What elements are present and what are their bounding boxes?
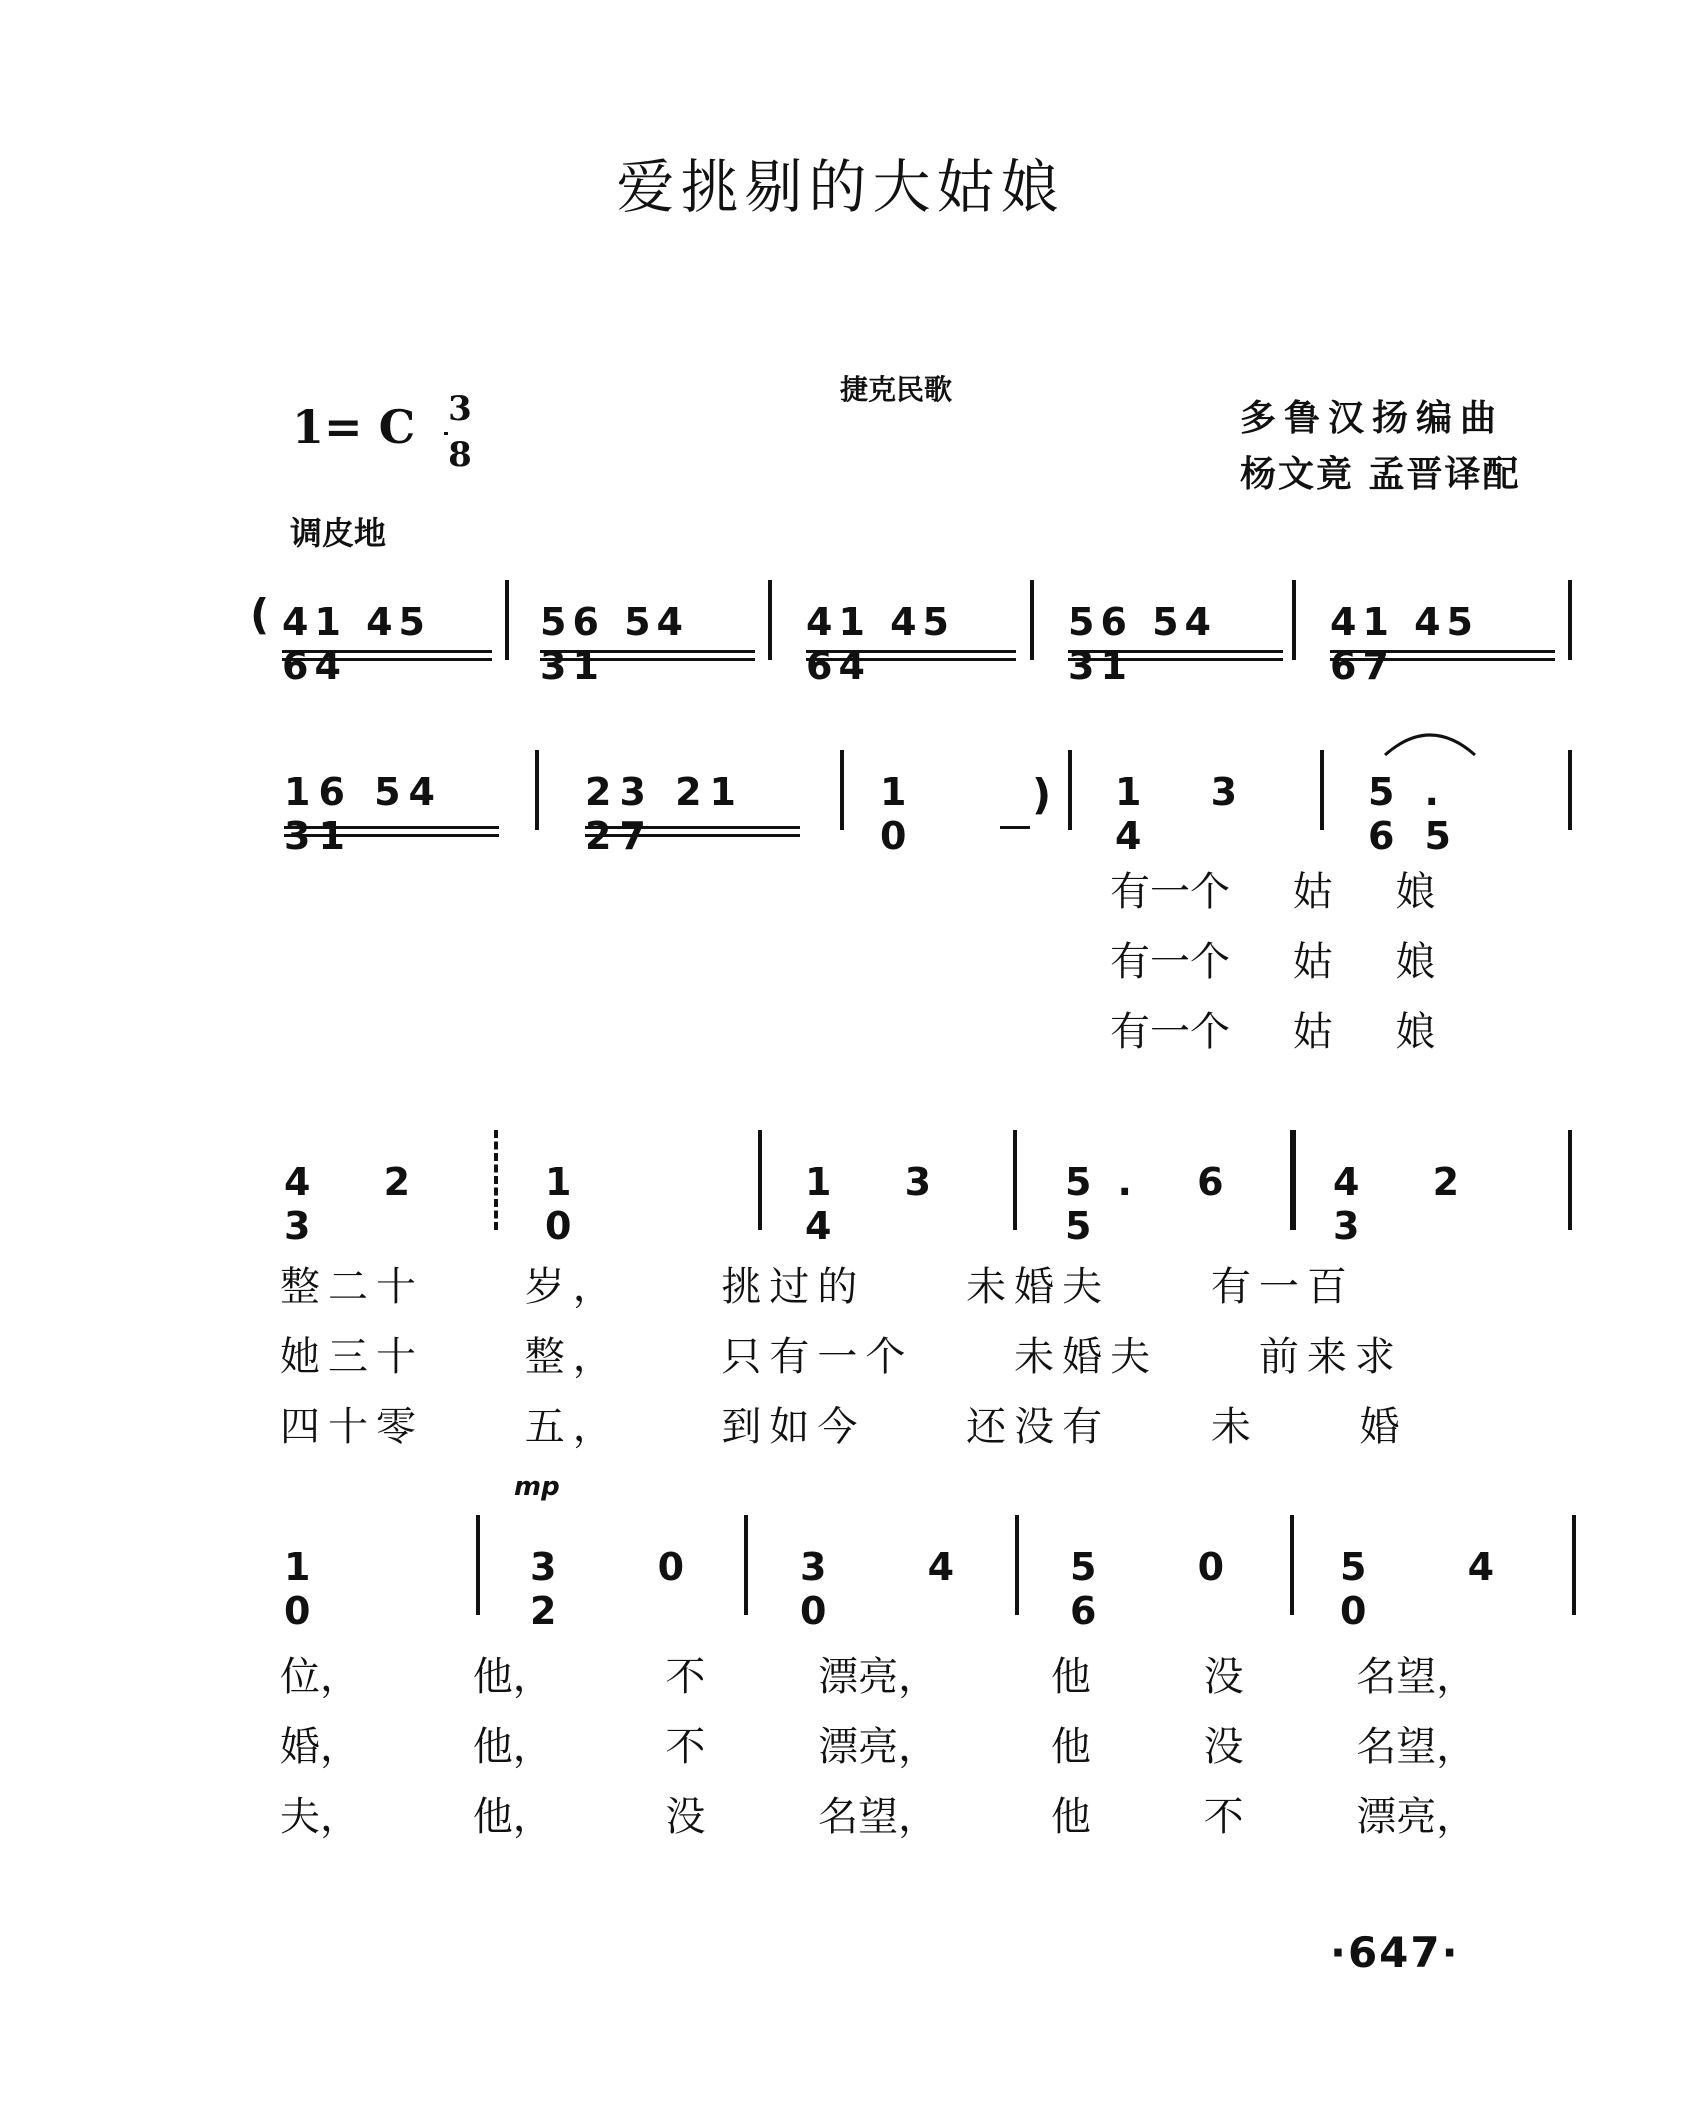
translator-credit: 杨文竟 孟晋译配: [1240, 453, 1521, 495]
measure-17: 3 0 2: [530, 1545, 729, 1633]
measure-18: 3 4 0: [800, 1545, 999, 1633]
measure-4: 56 54 31: [1068, 600, 1217, 688]
score-system-4: [0, 1505, 1681, 1633]
measure-3: 41 45 64: [806, 600, 955, 688]
lyric-line: 有一个 姑 娘: [1110, 939, 1436, 985]
lyric-line: 整二十 岁， 挑过的 未婚夫 有一百: [280, 1264, 1355, 1310]
score-system-1: ( 41 45 64 56 54 31 41 45 64 56 54 31 41 45 67: [0, 560, 1681, 680]
measure-16: 1 0: [284, 1545, 401, 1633]
measure-11: 4 2 3: [284, 1160, 441, 1248]
time-denominator: 8: [448, 435, 472, 475]
lyric-line: 夫， 他， 没 名望， 他 不 漂亮，: [280, 1794, 1477, 1840]
measure-5: 41 45 67: [1330, 600, 1479, 688]
time-signature: [440, 386, 480, 478]
measure-10: 5. 65: [1368, 770, 1481, 858]
time-numerator: 3: [448, 389, 472, 429]
measure-19: 5 0 6: [1070, 1545, 1269, 1633]
measure-9: 1 3 4: [1115, 770, 1266, 858]
measure-14: 5. 6 5: [1065, 1160, 1250, 1248]
dynamic-marking: mp: [514, 1472, 560, 1502]
composer-credit: 多鲁汉扬编曲: [1240, 397, 1505, 439]
song-origin: 捷克民歌: [840, 373, 953, 406]
measure-7: 23 21 27: [585, 770, 744, 858]
measure-13: 1 3 4: [805, 1160, 962, 1248]
lyric-line: 有一个 姑 娘: [1110, 869, 1436, 915]
measure-15: 4 2 3: [1333, 1160, 1490, 1248]
score-system-3: [0, 1120, 1681, 1248]
page-number: ·647·: [1330, 1928, 1460, 1977]
song-title: 爱挑剔的大姑娘: [616, 153, 1065, 221]
tempo-marking: 调皮地: [290, 514, 387, 552]
measure-1: 41 45 64: [282, 600, 431, 688]
measure-2: 56 54 31: [540, 600, 689, 688]
lyric-line: 位， 他， 不 漂亮， 他 没 名望，: [280, 1654, 1477, 1700]
lyric-line: 婚， 他， 不 漂亮， 他 没 名望，: [280, 1724, 1477, 1770]
measure-6: 16 54 31: [284, 770, 443, 858]
measure-12: 1 0: [545, 1160, 672, 1248]
lyric-line: 她三十 整， 只有一个 未婚夫 前来求: [280, 1334, 1403, 1380]
key-signature: 1= C: [292, 400, 416, 454]
measure-8: 1 0: [880, 770, 967, 858]
lyric-line: 有一个 姑 娘: [1110, 1009, 1436, 1055]
score-system-2: 16 54 31 23 21 27 1 0 ) 1 3 4 5. 65: [0, 730, 1681, 860]
measure-20: 5 4 0: [1340, 1545, 1539, 1633]
lyric-line: 四十零 五， 到如今 还没有 未 婚: [280, 1404, 1408, 1450]
